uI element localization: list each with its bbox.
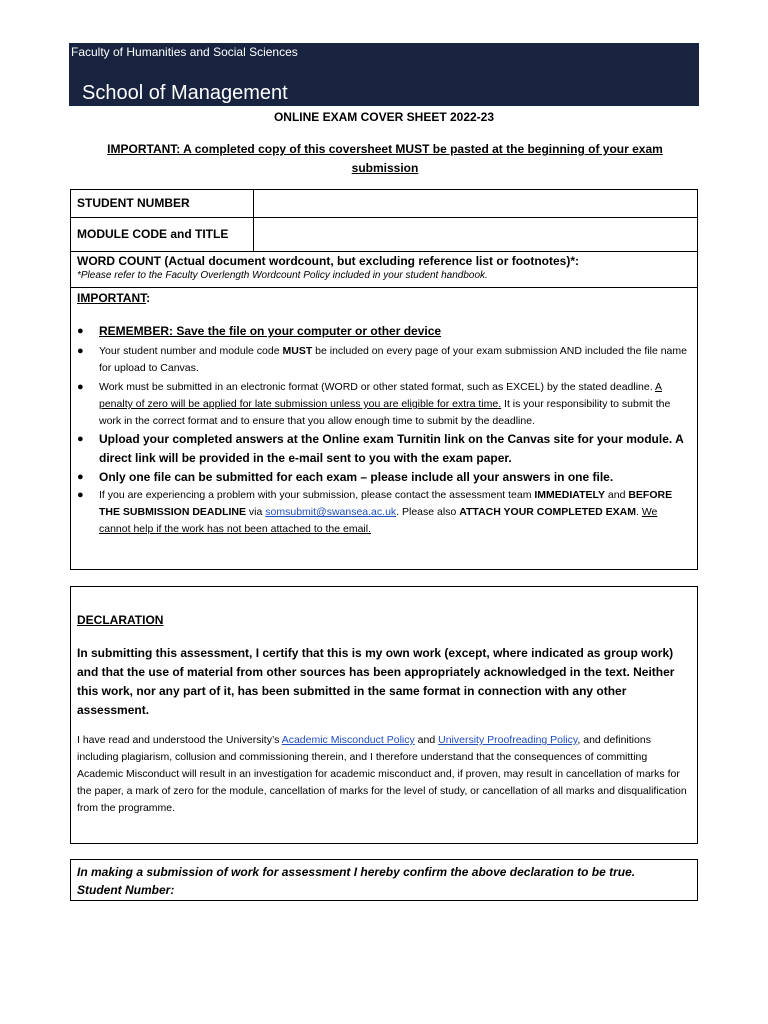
cover-form [70, 189, 698, 570]
header-banner [69, 43, 699, 106]
bullet-icon: ● [77, 489, 84, 501]
confirmation-text: In making a submission of work for assessment I hereby confirm the above declaration to be true. Student Number: [77, 865, 636, 897]
bullet-icon: ● [77, 471, 84, 483]
divider [253, 190, 254, 217]
bullet-icon: ● [77, 381, 84, 393]
module-field[interactable] [255, 218, 697, 251]
important-heading: IMPORTANT: [77, 291, 151, 305]
list-item: ● If you are experiencing a problem with your submission, please contact the assessment team IMMEDIATELY and BEFORE THE SUBMISSION DEADLINE via somsubmit@swansea.ac.uk. Please also ATTACH YOUR COMPLETED EXAM. We cannot help if the work has not been attached to the email. [77, 489, 673, 535]
declaration-box [70, 586, 698, 844]
important-notice: IMPORTANT: A completed copy of this coversheet MUST be pasted at the beginning of your exam submission [107, 142, 663, 175]
list-item: ● Your student number and module code MUST be included on every page of your exam submission AND included the file name for upload to Canvas. [77, 345, 687, 374]
list-item: ● REMEMBER: Save the file on your computer or other device [71, 322, 697, 341]
declaration-policy-text: I have read and understood the University’s Academic Misconduct Policy and University Proofreading Policy, and definitions including plagiarism, collusion and commissioning therein, and I therefore understand that the consequences of committing Academic Misconduct will result in an investigation for academic misconduct and, if proven, may result in cancellation of marks for the paper, a mark of zero for the module, cancellation of marks for the level of study, or cancellation of all marks and disqualification from the programme. [77, 734, 687, 814]
declaration-statement: In submitting this assessment, I certify that this is my own work (except, where indicated as group work) and that the use of material from other sources has been appropriately acknowledged in the text. Neither this work, nor any part of it, has been submitted in the same format in connection with any other assessment. [77, 646, 675, 717]
list-item: ● Only one file can be submitted for each exam – please include all your answers in one file. [71, 468, 697, 487]
declaration-heading: DECLARATION [77, 613, 164, 627]
list-item: ● Upload your completed answers at the Online exam Turnitin link on the Canvas site for your module. A direct link will be provided in the e-mail sent to you with the exam paper. [77, 432, 684, 465]
school-name: School of Management [82, 82, 288, 104]
module-label: MODULE CODE and TITLE [77, 227, 229, 241]
word-count-row[interactable] [71, 252, 697, 288]
student-number-label: STUDENT NUMBER [77, 196, 190, 210]
instructions-list [71, 322, 697, 538]
assessment-email-link[interactable]: somsubmit@swansea.ac.uk [265, 506, 397, 518]
faculty-name: Faculty of Humanities and Social Sciences [71, 45, 298, 59]
student-number-field[interactable] [255, 190, 697, 217]
list-item: ● Work must be submitted in an electronic format (WORD or other stated format, such as EXCEL) by the stated deadline. A penalty of zero will be applied for late submission unless you are eligible for extra time. It is your responsibility to submit the work in the correct format and to ensure that you allow enough time to submit by the deadline. [77, 381, 671, 427]
page-title: ONLINE EXAM COVER SHEET 2022-23 [273, 110, 495, 124]
word-count-label: WORD COUNT (Actual document wordcount, but excluding reference list or footnotes)*: [77, 254, 580, 268]
proofreading-policy-link[interactable]: University Proofreading Policy [438, 734, 578, 746]
bullet-icon: ● [77, 345, 84, 357]
module-row [71, 218, 697, 252]
word-count-note: *Please refer to the Faculty Overlength Wordcount Policy included in your student handbook. [77, 270, 488, 281]
divider [253, 218, 254, 251]
important-section [71, 288, 697, 569]
bullet-icon: ● [77, 433, 84, 445]
academic-misconduct-policy-link[interactable]: Academic Misconduct Policy [281, 734, 415, 746]
confirmation-box[interactable] [70, 859, 698, 901]
bullet-icon: ● [77, 325, 84, 337]
student-number-row [71, 190, 697, 218]
